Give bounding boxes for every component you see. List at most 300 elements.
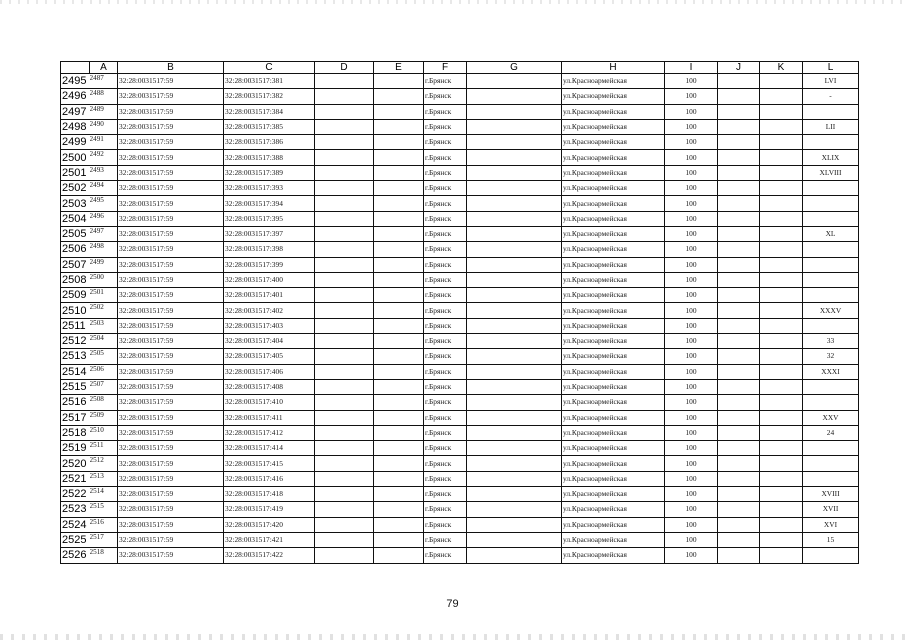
cell-e [374, 517, 424, 532]
cell-g [467, 471, 562, 486]
cell-f: г.Брянск [424, 334, 467, 349]
cell-l [803, 104, 859, 119]
cell-i: 100 [665, 150, 718, 165]
row-number: 2513 [61, 349, 90, 364]
cell-b: 32:28:0031517:59 [118, 196, 224, 211]
cell-k [760, 74, 803, 89]
cell-g [467, 272, 562, 287]
cell-a: 2512 [90, 456, 118, 471]
cell-g [467, 89, 562, 104]
cell-j [718, 395, 760, 410]
table-row [61, 181, 859, 196]
cell-i: 100 [665, 532, 718, 547]
cell-i: 100 [665, 226, 718, 241]
cell-b: 32:28:0031517:59 [118, 532, 224, 547]
cell-d [315, 303, 374, 318]
cell-e [374, 410, 424, 425]
cell-e [374, 502, 424, 517]
cell-e [374, 150, 424, 165]
cell-b: 32:28:0031517:59 [118, 150, 224, 165]
row-number: 2503 [61, 196, 90, 211]
cell-g [467, 410, 562, 425]
cell-d [315, 226, 374, 241]
cell-j [718, 548, 760, 563]
cell-a: 2505 [90, 349, 118, 364]
cell-d [315, 74, 374, 89]
cell-b: 32:28:0031517:59 [118, 548, 224, 563]
cell-f: г.Брянск [424, 211, 467, 226]
cell-l: 33 [803, 334, 859, 349]
cell-e [374, 349, 424, 364]
cell-j [718, 379, 760, 394]
cell-k [760, 150, 803, 165]
cell-c: 32:28:0031517:400 [224, 272, 315, 287]
row-number: 2496 [61, 89, 90, 104]
cell-b: 32:28:0031517:59 [118, 334, 224, 349]
cell-i: 100 [665, 74, 718, 89]
cell-a: 2491 [90, 135, 118, 150]
cell-f: г.Брянск [424, 150, 467, 165]
cell-d [315, 334, 374, 349]
table-row [61, 104, 859, 119]
cell-f: г.Брянск [424, 242, 467, 257]
cell-g [467, 364, 562, 379]
row-number: 2506 [61, 242, 90, 257]
cell-k [760, 441, 803, 456]
cell-l: XLVIII [803, 165, 859, 180]
row-number: 2498 [61, 119, 90, 134]
cell-h: ул.Красноармейская [562, 517, 665, 532]
cell-e [374, 303, 424, 318]
cell-h: ул.Красноармейская [562, 425, 665, 440]
cell-a: 2513 [90, 471, 118, 486]
cell-b: 32:28:0031517:59 [118, 502, 224, 517]
cell-e [374, 532, 424, 547]
table-row [61, 257, 859, 272]
table-row [61, 303, 859, 318]
cell-a: 2494 [90, 181, 118, 196]
cell-h: ул.Красноармейская [562, 502, 665, 517]
cell-b: 32:28:0031517:59 [118, 226, 224, 241]
row-number: 2507 [61, 257, 90, 272]
cell-h: ул.Красноармейская [562, 487, 665, 502]
cell-g [467, 441, 562, 456]
cell-j [718, 226, 760, 241]
cell-b: 32:28:0031517:59 [118, 379, 224, 394]
table-row [61, 379, 859, 394]
cell-h: ул.Красноармейская [562, 471, 665, 486]
cell-i: 100 [665, 272, 718, 287]
cell-h: ул.Красноармейская [562, 211, 665, 226]
table-row [61, 532, 859, 547]
cell-c: 32:28:0031517:399 [224, 257, 315, 272]
cell-i: 100 [665, 441, 718, 456]
cell-f: г.Брянск [424, 104, 467, 119]
cell-j [718, 349, 760, 364]
column-header-a: A [90, 62, 118, 74]
cell-i: 100 [665, 425, 718, 440]
column-header-e: E [374, 62, 424, 74]
cell-a: 2507 [90, 379, 118, 394]
cell-h: ул.Красноармейская [562, 395, 665, 410]
cell-g [467, 181, 562, 196]
cell-f: г.Брянск [424, 257, 467, 272]
row-number: 2502 [61, 181, 90, 196]
cell-g [467, 165, 562, 180]
cell-k [760, 288, 803, 303]
cell-j [718, 196, 760, 211]
cell-d [315, 272, 374, 287]
cell-h: ул.Красноармейская [562, 532, 665, 547]
cell-k [760, 410, 803, 425]
cell-l [803, 135, 859, 150]
cell-h: ул.Красноармейская [562, 242, 665, 257]
cell-h: ул.Красноармейская [562, 257, 665, 272]
cell-l: 15 [803, 532, 859, 547]
cell-d [315, 242, 374, 257]
cell-l: XVI [803, 517, 859, 532]
cell-g [467, 242, 562, 257]
cell-k [760, 196, 803, 211]
cell-k [760, 89, 803, 104]
cell-i: 100 [665, 349, 718, 364]
cell-l: - [803, 89, 859, 104]
cell-j [718, 425, 760, 440]
cell-a: 2492 [90, 150, 118, 165]
cell-j [718, 334, 760, 349]
cell-a: 2497 [90, 226, 118, 241]
cell-f: г.Брянск [424, 165, 467, 180]
cell-a: 2511 [90, 441, 118, 456]
column-header-h: H [562, 62, 665, 74]
cell-a: 2514 [90, 487, 118, 502]
cell-g [467, 532, 562, 547]
cell-l: XVIII [803, 487, 859, 502]
cell-c: 32:28:0031517:419 [224, 502, 315, 517]
cell-j [718, 471, 760, 486]
cell-d [315, 395, 374, 410]
cell-b: 32:28:0031517:59 [118, 425, 224, 440]
row-number: 2508 [61, 272, 90, 287]
table-row [61, 74, 859, 89]
cell-j [718, 532, 760, 547]
cell-k [760, 242, 803, 257]
cell-g [467, 487, 562, 502]
cell-j [718, 288, 760, 303]
scan-noise-bottom [0, 634, 905, 640]
cell-c: 32:28:0031517:421 [224, 532, 315, 547]
cell-j [718, 150, 760, 165]
cell-e [374, 272, 424, 287]
column-header-b: B [118, 62, 224, 74]
scan-noise-top [0, 0, 905, 4]
cell-b: 32:28:0031517:59 [118, 349, 224, 364]
cell-k [760, 548, 803, 563]
cell-k [760, 364, 803, 379]
cell-f: г.Брянск [424, 272, 467, 287]
row-number: 2526 [61, 548, 90, 563]
cell-g [467, 257, 562, 272]
table-body [61, 74, 859, 564]
cell-e [374, 211, 424, 226]
cell-l [803, 471, 859, 486]
cell-l: XXXV [803, 303, 859, 318]
cell-j [718, 487, 760, 502]
cell-e [374, 471, 424, 486]
cell-i: 100 [665, 410, 718, 425]
cell-a: 2509 [90, 410, 118, 425]
cell-c: 32:28:0031517:402 [224, 303, 315, 318]
cell-j [718, 74, 760, 89]
column-header-g: G [467, 62, 562, 74]
cell-l: 24 [803, 425, 859, 440]
cell-b: 32:28:0031517:59 [118, 165, 224, 180]
cell-e [374, 334, 424, 349]
cell-a: 2488 [90, 89, 118, 104]
column-header-c: C [224, 62, 315, 74]
cell-f: г.Брянск [424, 395, 467, 410]
cell-f: г.Брянск [424, 89, 467, 104]
cell-c: 32:28:0031517:414 [224, 441, 315, 456]
cell-k [760, 517, 803, 532]
cell-d [315, 532, 374, 547]
column-header-i: I [665, 62, 718, 74]
cell-k [760, 257, 803, 272]
cell-i: 100 [665, 196, 718, 211]
cell-d [315, 471, 374, 486]
cell-i: 100 [665, 211, 718, 226]
table-row [61, 441, 859, 456]
table-row [61, 517, 859, 532]
cell-b: 32:28:0031517:59 [118, 135, 224, 150]
cell-i: 100 [665, 257, 718, 272]
cell-d [315, 487, 374, 502]
cell-i: 100 [665, 181, 718, 196]
cell-d [315, 257, 374, 272]
cell-l: LII [803, 119, 859, 134]
cell-k [760, 532, 803, 547]
cell-h: ул.Красноармейская [562, 334, 665, 349]
row-number: 2523 [61, 502, 90, 517]
cell-j [718, 456, 760, 471]
cell-l: XXV [803, 410, 859, 425]
cell-a: 2508 [90, 395, 118, 410]
cell-b: 32:28:0031517:59 [118, 517, 224, 532]
cell-g [467, 150, 562, 165]
cell-h: ул.Красноармейская [562, 456, 665, 471]
cell-e [374, 364, 424, 379]
table-row [61, 318, 859, 333]
cell-a: 2495 [90, 196, 118, 211]
cell-i: 100 [665, 487, 718, 502]
cell-j [718, 410, 760, 425]
cell-f: г.Брянск [424, 502, 467, 517]
cell-l: 32 [803, 349, 859, 364]
cell-b: 32:28:0031517:59 [118, 74, 224, 89]
cell-f: г.Брянск [424, 318, 467, 333]
row-number: 2514 [61, 364, 90, 379]
cell-a: 2518 [90, 548, 118, 563]
cell-b: 32:28:0031517:59 [118, 303, 224, 318]
cell-c: 32:28:0031517:415 [224, 456, 315, 471]
cell-h: ул.Красноармейская [562, 89, 665, 104]
cell-d [315, 150, 374, 165]
cell-i: 100 [665, 119, 718, 134]
cell-h: ул.Красноармейская [562, 165, 665, 180]
cell-h: ул.Красноармейская [562, 74, 665, 89]
cell-i: 100 [665, 318, 718, 333]
cell-j [718, 165, 760, 180]
cell-a: 2496 [90, 211, 118, 226]
row-number: 2517 [61, 410, 90, 425]
cell-d [315, 379, 374, 394]
cell-j [718, 89, 760, 104]
cell-d [315, 104, 374, 119]
table-row [61, 395, 859, 410]
cell-e [374, 441, 424, 456]
cell-g [467, 211, 562, 226]
cell-i: 100 [665, 379, 718, 394]
cell-k [760, 502, 803, 517]
cell-d [315, 135, 374, 150]
cell-h: ул.Красноармейская [562, 364, 665, 379]
row-number: 2525 [61, 532, 90, 547]
cell-c: 32:28:0031517:393 [224, 181, 315, 196]
cell-g [467, 288, 562, 303]
cell-e [374, 165, 424, 180]
cell-g [467, 425, 562, 440]
cell-b: 32:28:0031517:59 [118, 364, 224, 379]
cell-h: ул.Красноармейская [562, 181, 665, 196]
row-number: 2505 [61, 226, 90, 241]
cell-i: 100 [665, 165, 718, 180]
cell-h: ул.Красноармейская [562, 150, 665, 165]
cell-g [467, 135, 562, 150]
cell-g [467, 334, 562, 349]
cell-g [467, 379, 562, 394]
cell-c: 32:28:0031517:394 [224, 196, 315, 211]
cell-d [315, 196, 374, 211]
cell-k [760, 471, 803, 486]
cell-e [374, 425, 424, 440]
cell-d [315, 410, 374, 425]
cell-d [315, 349, 374, 364]
cell-k [760, 456, 803, 471]
cell-i: 100 [665, 456, 718, 471]
cell-c: 32:28:0031517:412 [224, 425, 315, 440]
cell-b: 32:28:0031517:59 [118, 395, 224, 410]
cell-l: LVI [803, 74, 859, 89]
cell-l [803, 211, 859, 226]
cell-a: 2501 [90, 288, 118, 303]
cell-e [374, 119, 424, 134]
cell-e [374, 395, 424, 410]
cell-i: 100 [665, 334, 718, 349]
cell-k [760, 165, 803, 180]
cell-e [374, 242, 424, 257]
cell-h: ул.Красноармейская [562, 303, 665, 318]
table-row [61, 471, 859, 486]
cell-h: ул.Красноармейская [562, 272, 665, 287]
table-row [61, 150, 859, 165]
cell-f: г.Брянск [424, 119, 467, 134]
row-number: 2499 [61, 135, 90, 150]
cell-c: 32:28:0031517:422 [224, 548, 315, 563]
table-row [61, 548, 859, 563]
cell-e [374, 548, 424, 563]
cell-e [374, 104, 424, 119]
cell-c: 32:28:0031517:382 [224, 89, 315, 104]
cell-e [374, 135, 424, 150]
cell-i: 100 [665, 517, 718, 532]
cell-e [374, 257, 424, 272]
table-row [61, 349, 859, 364]
cell-c: 32:28:0031517:381 [224, 74, 315, 89]
cell-c: 32:28:0031517:403 [224, 318, 315, 333]
cell-f: г.Брянск [424, 349, 467, 364]
cell-e [374, 456, 424, 471]
table-row [61, 502, 859, 517]
cell-f: г.Брянск [424, 410, 467, 425]
table-row [61, 364, 859, 379]
cell-c: 32:28:0031517:410 [224, 395, 315, 410]
cell-h: ул.Красноармейская [562, 288, 665, 303]
cell-k [760, 119, 803, 134]
table-row [61, 119, 859, 134]
cell-i: 100 [665, 548, 718, 563]
row-number: 2518 [61, 425, 90, 440]
cell-c: 32:28:0031517:398 [224, 242, 315, 257]
table-row [61, 196, 859, 211]
cell-c: 32:28:0031517:389 [224, 165, 315, 180]
row-number: 2500 [61, 150, 90, 165]
cell-k [760, 487, 803, 502]
cell-j [718, 502, 760, 517]
cell-a: 2506 [90, 364, 118, 379]
cell-a: 2487 [90, 74, 118, 89]
cell-j [718, 364, 760, 379]
cell-g [467, 349, 562, 364]
cell-g [467, 119, 562, 134]
cell-g [467, 226, 562, 241]
cell-a: 2503 [90, 318, 118, 333]
cell-c: 32:28:0031517:385 [224, 119, 315, 134]
cell-d [315, 89, 374, 104]
cell-f: г.Брянск [424, 288, 467, 303]
cell-l [803, 242, 859, 257]
cell-k [760, 318, 803, 333]
cell-j [718, 211, 760, 226]
cell-l: XL [803, 226, 859, 241]
row-number: 2515 [61, 379, 90, 394]
column-header-j: J [718, 62, 760, 74]
cell-a: 2504 [90, 334, 118, 349]
cell-g [467, 502, 562, 517]
cell-j [718, 257, 760, 272]
cell-i: 100 [665, 502, 718, 517]
cell-a: 2499 [90, 257, 118, 272]
cell-k [760, 379, 803, 394]
cell-d [315, 211, 374, 226]
table-row [61, 272, 859, 287]
table-row [61, 242, 859, 257]
cell-b: 32:28:0031517:59 [118, 119, 224, 134]
cell-d [315, 181, 374, 196]
cell-g [467, 318, 562, 333]
cell-c: 32:28:0031517:420 [224, 517, 315, 532]
cell-b: 32:28:0031517:59 [118, 471, 224, 486]
cell-e [374, 89, 424, 104]
